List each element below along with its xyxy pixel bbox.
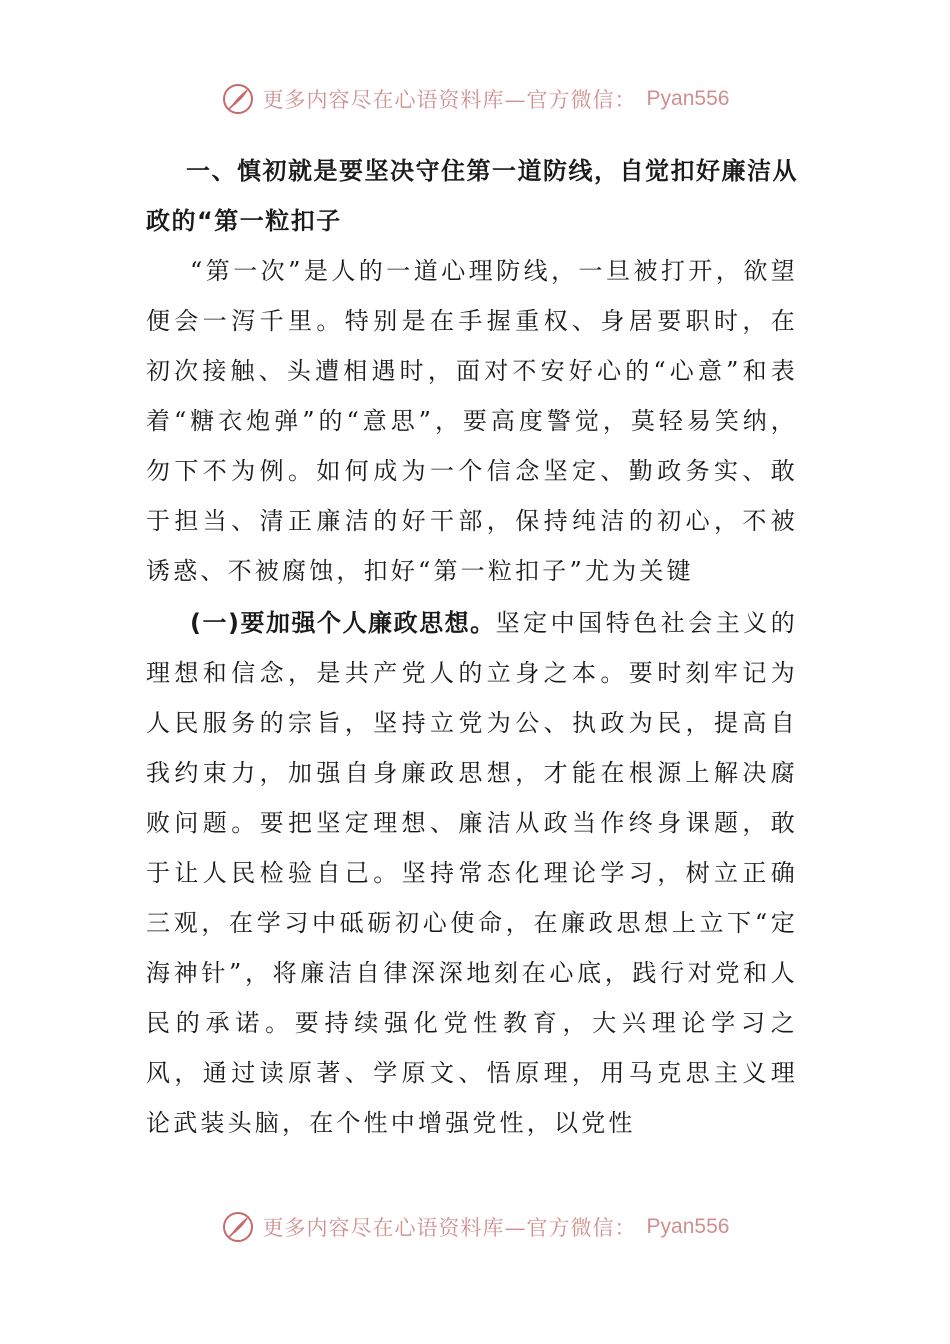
header-watermark [0, 82, 950, 116]
subsection-body: 坚定中国特色社会主义的理想和信念，是共产党人的立身之本。要时刻牢记为人民服务的宗旨，坚持立党为公、执政为民，提高自我约束力，加强自身廉政思想，才能在根源上解决腐败问题。要把坚定理想、廉洁从政当作终身课题，敢于让人民检验自己。坚持常态化理论学习，树立正确三观，在学习中砥砺初心使命，在廉政思想上立下“定海神针”，将廉洁自律深深地刻在心底，践行对党和人民的承诺。要持续强化党性教育，大兴理论学习之风，通过读原著、学原文、悟原理，用马克思主义理论武装头脑，在个性中增强党性，以党性 [146, 609, 798, 1137]
intro-paragraph: “第一次”是人的一道心理防线，一旦被打开，欲望便会一泻千里。特别是在手握重权、身居要职时，在初次接触、头遭相遇时，面对不安好心的“心意”和表着“糖衣炮弹”的“意思”，要高度警觉，莫轻易笑纳，勿下不为例。如何成为一个信念坚定、勤政务实、敢于担当、清正廉洁的好干部，保持纯洁的初心，不被诱惑、不被腐蚀，扣好“第一粒扣子”尤为关键 [146, 257, 798, 585]
document-body [146, 146, 798, 1148]
watermark-text: 更多内容尽在心语资料库—官方微信： [262, 1216, 637, 1240]
footer-watermark [0, 1210, 950, 1244]
watermark-wechat-id: Pyan556 [646, 87, 730, 110]
subsection-title: (一)要加强个人廉政思想。 [190, 609, 496, 637]
watermark-wechat-id: Pyan556 [646, 1215, 730, 1238]
section-heading: 一、慎初就是要坚决守住第一道防线，自觉扣好廉洁从政的“第一粒扣子 [146, 157, 798, 235]
quill-logo-icon [221, 1210, 255, 1244]
subsection-paragraph [146, 598, 798, 1148]
quill-logo-icon [221, 82, 255, 116]
watermark-text: 更多内容尽在心语资料库—官方微信： [262, 88, 637, 112]
